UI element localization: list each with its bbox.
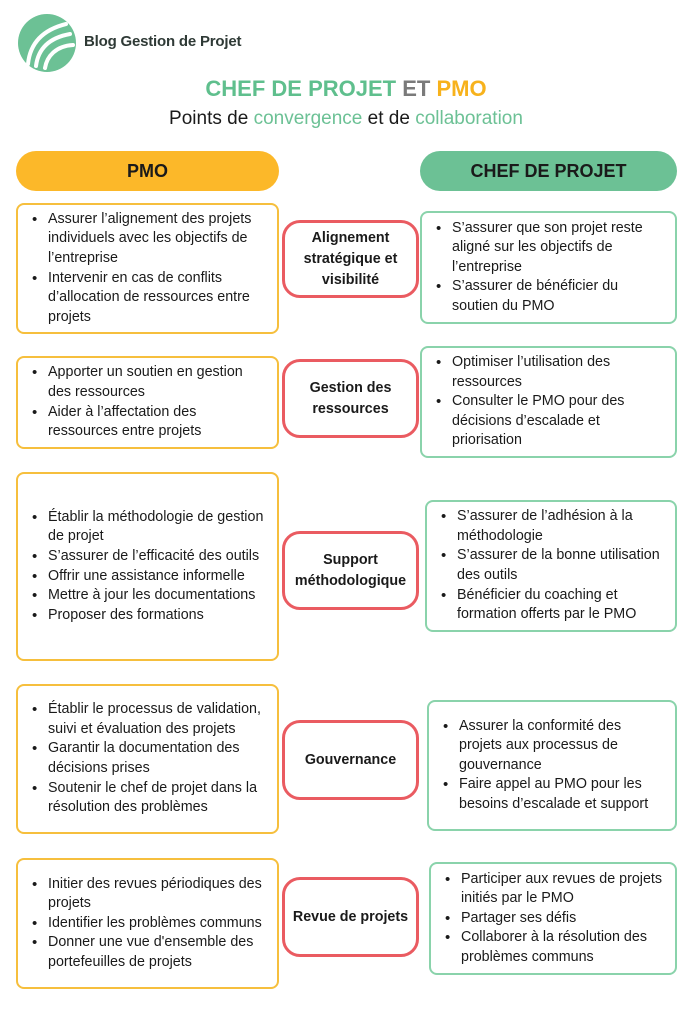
leaf-logo-icon <box>16 14 78 72</box>
topic-revue: Revue de projets <box>282 877 419 957</box>
list-item: • Offrir une assistance informelle <box>28 567 269 587</box>
pmo-list <box>28 875 269 973</box>
list-item: • Proposer des formations <box>28 606 269 626</box>
chef-box-ressources <box>420 346 677 458</box>
list-item: • Collaborer à la résolution des problèmes communs <box>441 928 667 967</box>
pmo-list <box>28 363 269 441</box>
list-item: • Partager ses défis <box>441 909 667 929</box>
list-item: • Garantir la documentation des décisions prises <box>28 739 269 778</box>
chef-box-gouvernance <box>427 700 677 831</box>
pmo-list <box>28 508 269 626</box>
title-part-chef: CHEF DE PROJET <box>205 76 397 101</box>
list-item: • Établir la méthodologie de gestion de projet <box>28 508 269 547</box>
list-item: • Donner une vue d'ensemble des portefeuilles de projets <box>28 933 269 972</box>
topic-gouvernance: Gouvernance <box>282 720 419 800</box>
chef-list <box>439 717 667 815</box>
list-item: • S’assurer que son projet reste aligné sur les objectifs de l’entreprise <box>432 219 667 278</box>
list-item: • Mettre à jour les documentations <box>28 586 269 606</box>
list-item: • S’assurer de l’efficacité des outils <box>28 547 269 567</box>
brand-name: Blog Gestion de Projet <box>84 33 242 50</box>
chef-box-revue <box>429 862 677 975</box>
chef-list <box>432 353 667 451</box>
pmo-box-ressources <box>16 356 279 449</box>
list-item: • Assurer la conformité des projets aux processus de gouvernance <box>439 717 667 776</box>
list-item: • S’assurer de l’adhésion à la méthodologie <box>437 507 667 546</box>
list-item: • Établir le processus de validation, suivi et évaluation des projets <box>28 700 269 739</box>
topic-alignement: Alignement stratégique et visibilité <box>282 220 419 298</box>
list-item: • Faire appel au PMO pour les besoins d’escalade et support <box>439 775 667 814</box>
pmo-list <box>28 210 269 328</box>
topic-ressources: Gestion des ressources <box>282 359 419 438</box>
subtitle-part-2: convergence <box>253 108 363 129</box>
chef-column-header: CHEF DE PROJET <box>420 151 677 191</box>
subtitle-part-4: collaboration <box>415 108 523 129</box>
subtitle-part-3: et de <box>367 108 410 129</box>
list-item: • S’assurer de bénéficier du soutien du PMO <box>432 277 667 316</box>
list-item: • Initier des revues périodiques des projets <box>28 875 269 914</box>
list-item: • Aider à l’affectation des ressources entre projets <box>28 403 269 442</box>
page-subtitle <box>0 108 692 130</box>
list-item: • Intervenir en cas de conflits d’allocation de ressources entre projets <box>28 269 269 328</box>
list-item: • Consulter le PMO pour des décisions d’escalade et priorisation <box>432 392 667 451</box>
pmo-box-support <box>16 472 279 661</box>
subtitle-part-1: Points de <box>169 108 249 129</box>
topic-support: Support méthodologique <box>282 531 419 610</box>
list-item: • Identifier les problèmes communs <box>28 914 269 934</box>
list-item: • Assurer l’alignement des projets individuels avec les objectifs de l’entreprise <box>28 210 269 269</box>
pmo-list <box>28 700 269 818</box>
list-item: • Bénéficier du coaching et formation offerts par le PMO <box>437 586 667 625</box>
title-part-et: ET <box>402 76 431 101</box>
chef-list <box>437 507 667 625</box>
pmo-box-gouvernance <box>16 684 279 834</box>
list-item: • Soutenir le chef de projet dans la résolution des problèmes <box>28 779 269 818</box>
list-item: • S’assurer de la bonne utilisation des outils <box>437 546 667 585</box>
chef-list <box>441 870 667 968</box>
pmo-box-alignement <box>16 203 279 334</box>
list-item: • Apporter un soutien en gestion des ressources <box>28 363 269 402</box>
chef-list <box>432 219 667 317</box>
pmo-box-revue <box>16 858 279 989</box>
chef-box-alignement <box>420 211 677 324</box>
list-item: • Participer aux revues de projets initiés par le PMO <box>441 870 667 909</box>
title-part-pmo: PMO <box>436 76 487 101</box>
pmo-column-header: PMO <box>16 151 279 191</box>
page-title <box>0 76 692 102</box>
chef-box-support <box>425 500 677 632</box>
list-item: • Optimiser l’utilisation des ressources <box>432 353 667 392</box>
